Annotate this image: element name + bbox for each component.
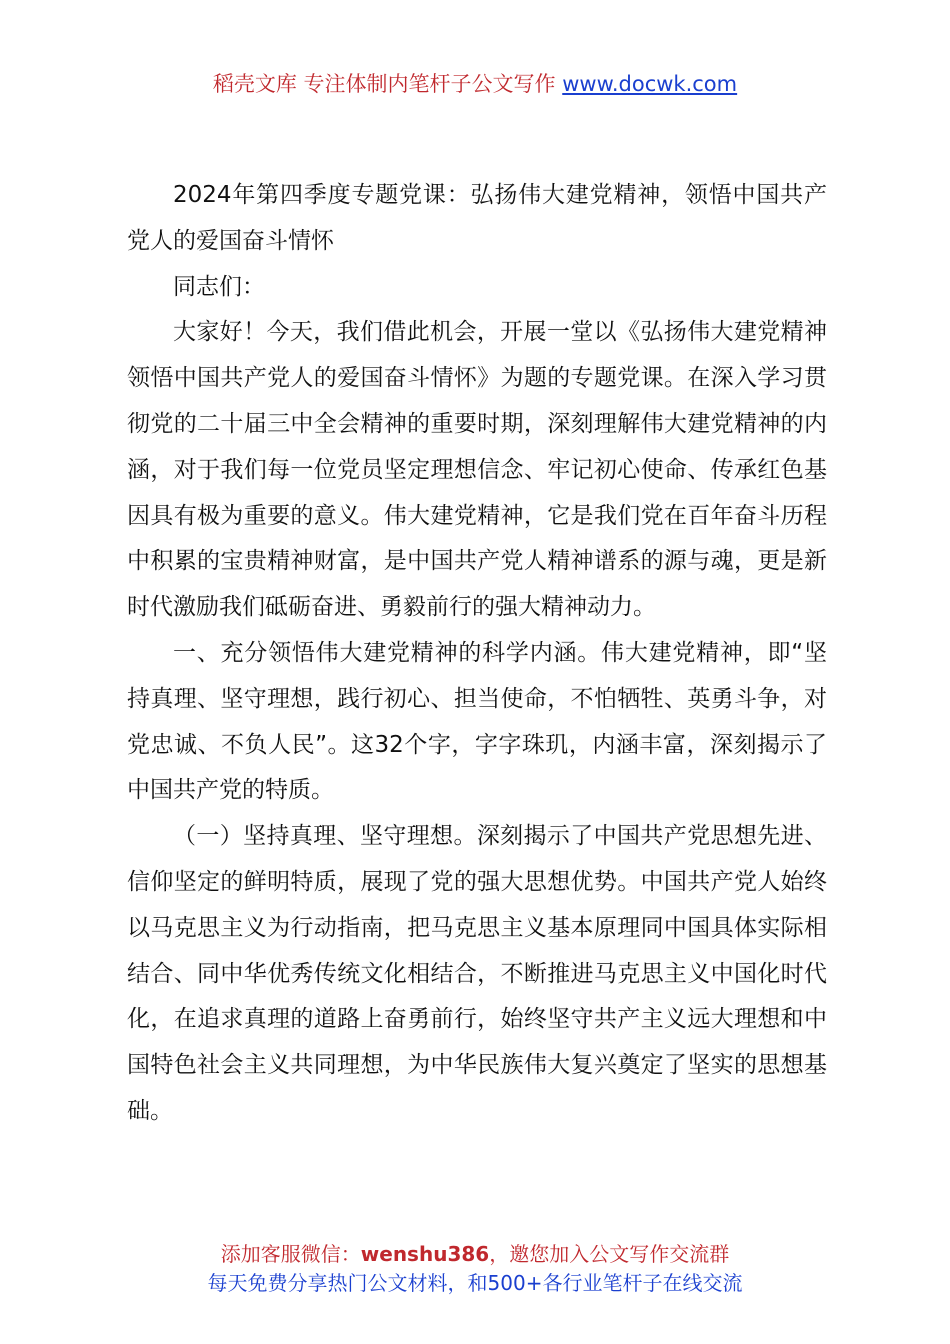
body-paragraph-intro: 大家好！今天，我们借此机会，开展一堂以《弘扬伟大建党精神领悟中国共产党人的爱国奋斗情怀》为题的专题党课。在深入学习贯彻党的二十届三中全会精神的重要时期，深刻理解伟大建党精神的内涵，对于我们每一位党员坚定理想信念、牢记初心使命、传承红色基因具有极为重要的意义。伟大建党精神，它是我们党在百年奋斗历程中积累的宝贵精神财富，是中国共产党人精神谱系的源与魂，更是新时代激励我们砥砺奋进、勇毅前行的强大精神动力。 — [127, 319, 827, 621]
body-paragraph-subsection-1: （一）坚持真理、坚守理想。深刻揭示了中国共产党思想先进、信仰坚定的鲜明特质，展现了党的强大思想优势。中国共产党人始终以马克思主义为行动指南，把马克思主义基本原理同中国具体实际相结合、同中华优秀传统文化相结合，不断推进马克思主义中国化时代化，在追求真理的道路上奋勇前行，始终坚守共产主义远大理想和中国特色社会主义共同理想，为中华民族伟大复兴奠定了坚实的思想基础。 — [127, 823, 827, 1124]
wechat-id: wenshu386 — [360, 1242, 490, 1266]
document-title: 2024年第四季度专题党课：弘扬伟大建党精神，领悟中国共产党人的爱国奋斗情怀 — [127, 182, 827, 254]
footer-contact-line — [0, 1240, 950, 1269]
document-body — [127, 173, 827, 1135]
footer-contact-suffix: ，邀您加入公文写作交流群 — [489, 1242, 730, 1266]
body-paragraph-section-1: 一、充分领悟伟大建党精神的科学内涵。伟大建党精神，即“坚持真理、坚守理想，践行初心、担当使命，不怕牺牲、英勇斗争，对党忠诚、不负人民”。这32个字，字字珠玑，内涵丰富，深刻揭示了中国共产党的特质。 — [127, 639, 827, 804]
page-footer — [0, 1240, 950, 1298]
page-header — [0, 70, 950, 98]
salutation: 同志们： — [173, 273, 265, 300]
website-link[interactable]: www.docwk.com — [562, 72, 738, 96]
footer-contact-prefix: 添加客服微信： — [220, 1242, 361, 1266]
header-brand-text: 稻壳文库 专注体制内笔杆子公文写作 — [212, 72, 556, 96]
footer-promo-line: 每天免费分享热门公文材料，和500+各行业笔杆子在线交流 — [207, 1271, 743, 1295]
